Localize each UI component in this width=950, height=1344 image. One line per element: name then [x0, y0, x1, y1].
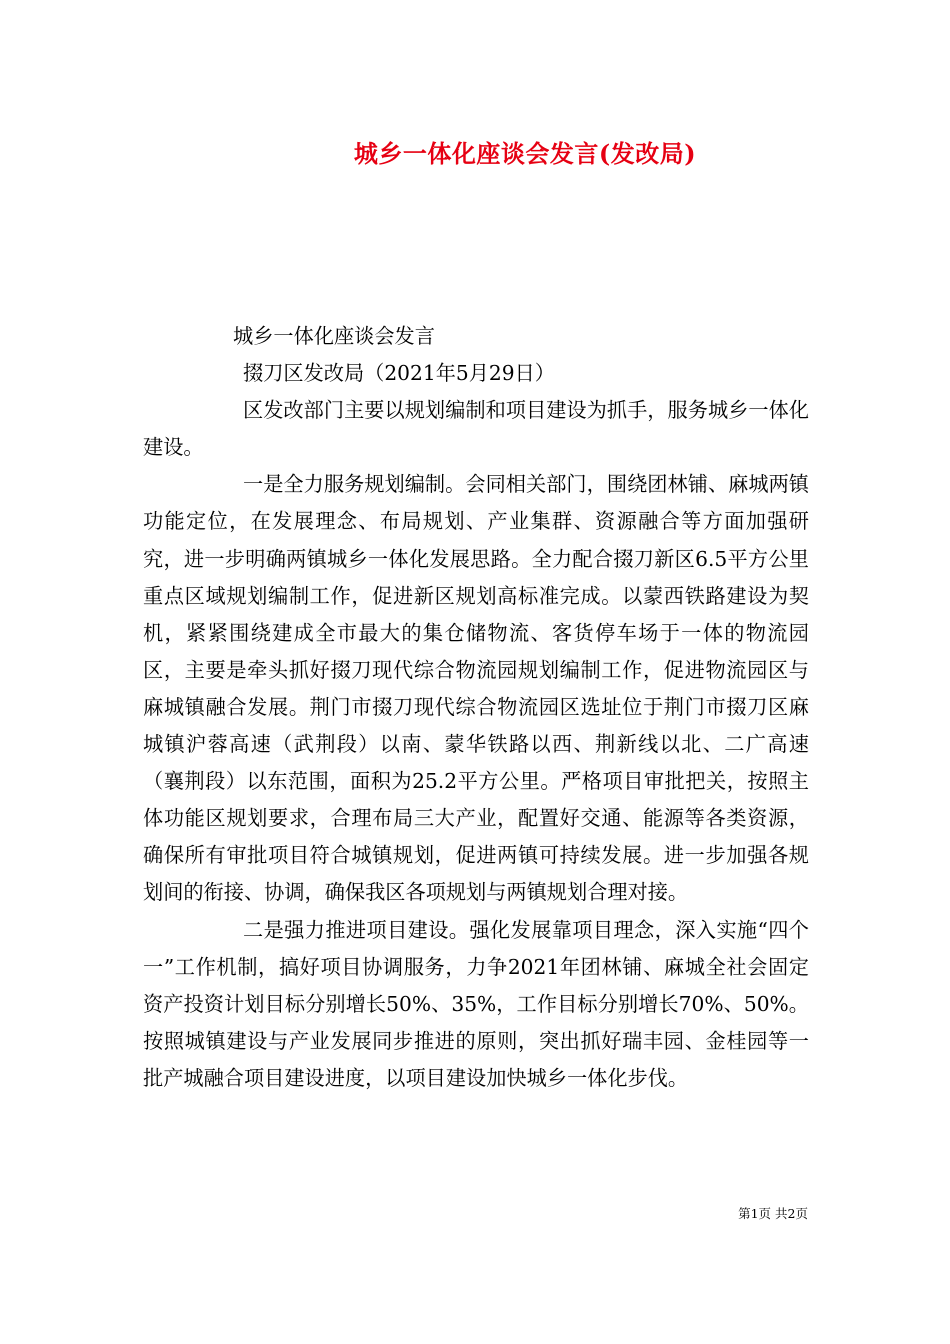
paragraph-projects: 二是强力推进项目建设。强化发展靠项目理念，深入实施“四个一”工作机制，搞好项目协调服务，力争2021年团林铺、麻城全社会固定资产投资计划目标分别增长50%、35%，工作目标分别增长70%、50%。按照城镇建设与产业发展同步推进的原则，突出抓好瑞丰园、金桂园等一批产城融合项目建设进度，以项目建设加快城乡一体化步伐。 [143, 917, 809, 1090]
document-subtitle: 城乡一体化座谈会发言 [233, 324, 435, 348]
issuer-date-line: 掇刀区发改局（2021年5月29日） [243, 361, 555, 386]
paragraph-intro: 区发改部门主要以规划编制和项目建设为抓手，服务城乡一体化建设。 [143, 398, 809, 460]
document-title: 城乡一体化座谈会发言(发改局) [353, 139, 697, 168]
paragraph-planning: 一是全力服务规划编制。会同相关部门，围绕团林铺、麻城两镇功能定位，在发展理念、布局规划、产业集群、资源融合等方面加强研究，进一步明确两镇城乡一体化发展思路。全力配合掇刀新区6.5平方公里重点区域规划编制工作，促进新区规划高标准完成。以蒙西铁路建设为契机，紧紧围绕建成全市最大的集仓储物流、客货停车场于一体的物流园区，主要是牵头抓好掇刀现代综合物流园规划编制工作，促进物流园区与麻城镇融合发展。荆门市掇刀现代综合物流园区选址位于荆门市掇刀区麻城镇沪蓉高速（武荆段）以南、蒙华铁路以西、荆新线以北、二广高速（襄荆段）以东范围，面积为25.2平方公里。严格项目审批把关，按照主体功能区规划要求，合理布局三大产业，配置好交通、能源等各类资源，确保所有审批项目符合城镇规划，促进两镇可持续发展。进一步加强各规划间的衔接、协调，确保我区各项规划与两镇规划合理对接。 [143, 472, 809, 905]
document-body [143, 318, 809, 1097]
page-indicator: 第1页 共2页 [738, 1206, 808, 1221]
